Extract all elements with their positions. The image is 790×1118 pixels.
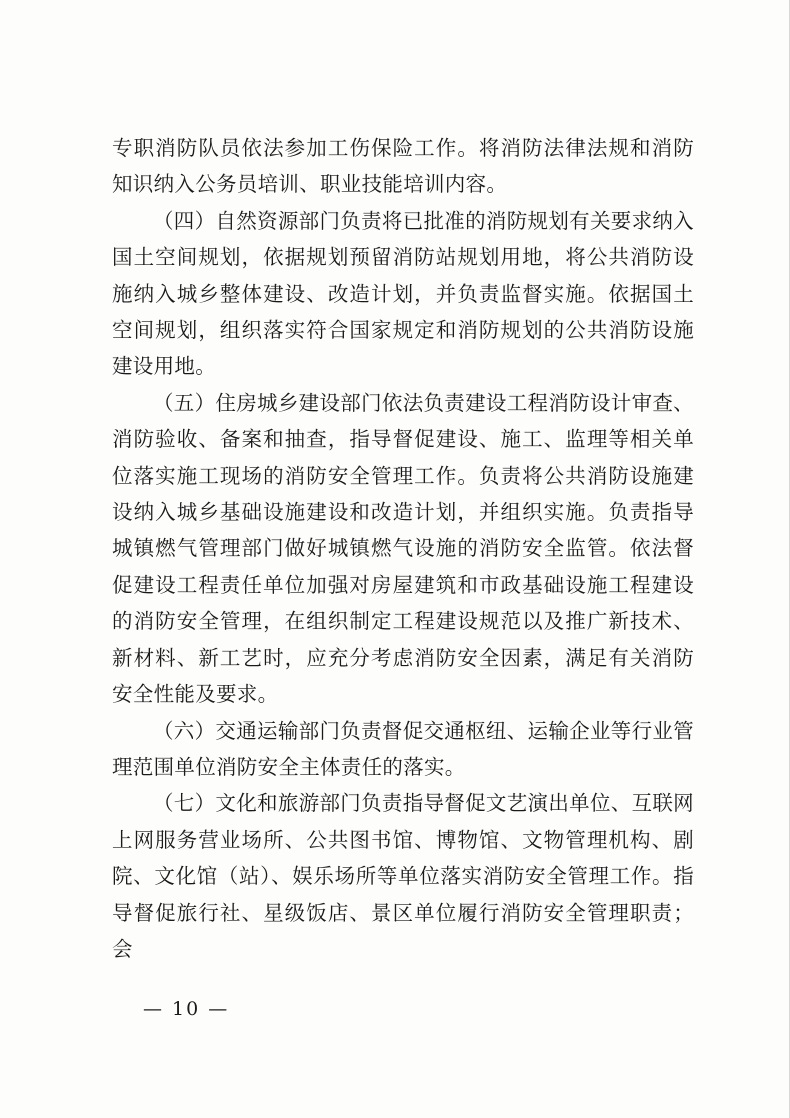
paragraph-continuation: 专职消防队员依法参加工伤保险工作。将消防法律法规和消防知识纳入公务员培训、职业技能培训内容。 (112, 136, 694, 197)
body-text (112, 130, 694, 967)
paragraph-transportation: （六）交通运输部门负责督促交通枢纽、运输企业等行业管理范围单位消防安全主体责任的落实。 (112, 718, 694, 779)
page-number: — 10 — (143, 998, 230, 1020)
paragraph-culture-tourism: （七）文化和旅游部门负责指导督促文艺演出单位、互联网上网服务营业场所、公共图书馆、博物馆、文物管理机构、剧院、文化馆（站）、娱乐场所等单位落实消防安全管理工作。指导督促旅行社、星级饭店、景区单位履行消防安全管理职责；会 (112, 791, 694, 961)
paragraph-natural-resources: （四）自然资源部门负责将已批准的消防规划有关要求纳入国土空间规划，依据规划预留消防站规划用地，将公共消防设施纳入城乡整体建设、改造计划，并负责监督实施。依据国土空间规划，组织落实符合国家规定和消防规划的公共消防设施建设用地。 (112, 208, 694, 379)
paragraph-housing-construction: （五）住房城乡建设部门依法负责建设工程消防设计审查、消防验收、备案和抽查，指导督促建设、施工、监理等相关单位落实施工现场的消防安全管理工作。负责将公共消防设施建设纳入城乡基础设施建设和改造计划，并组织实施。负责指导城镇燃气管理部门做好城镇燃气设施的消防安全监管。依法督促建设工程责任单位加强对房屋建筑和市政基础设施工程建设的消防安全管理，在组织制定工程建设规范以及推广新技术、新材料、新工艺时，应充分考虑消防安全因素，满足有关消防安全性能及要求。 (112, 390, 694, 707)
